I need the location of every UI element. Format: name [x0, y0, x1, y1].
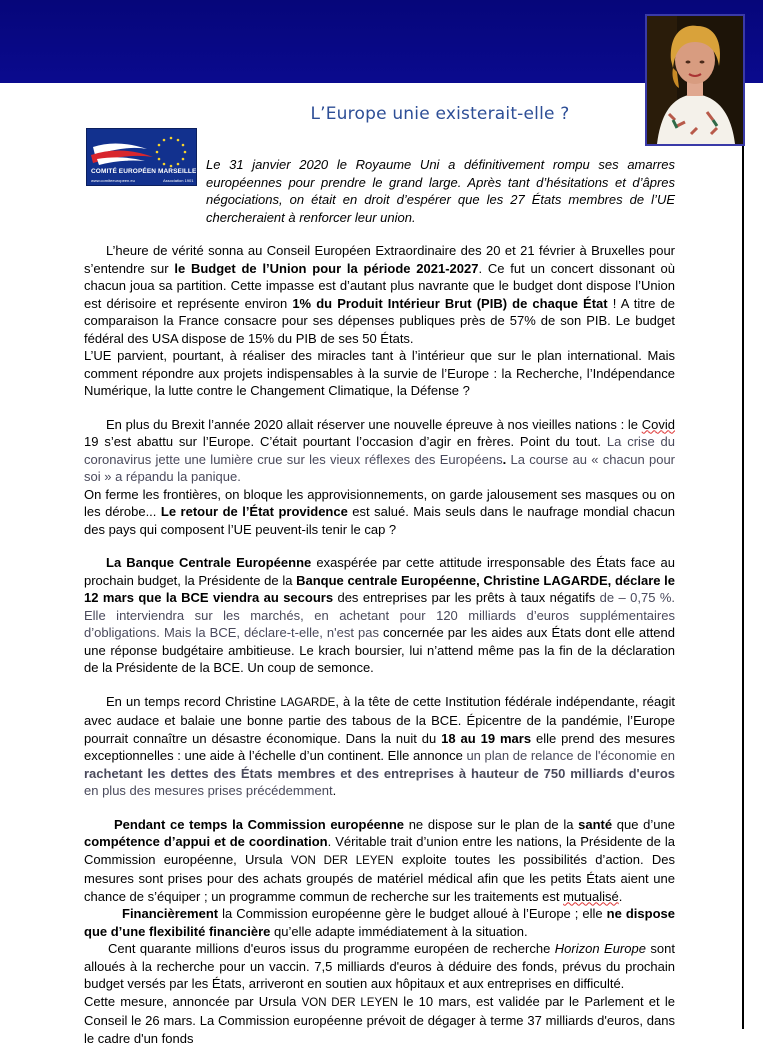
paragraph-intro: Le 31 janvier 2020 le Royaume Uni a définitivement rompu ses amarres européennes pour prendre le grand large. Après tant d’hésitations et d’âpres négociations, on était en droit d’espérer que les 27 États membres de l’UE chercheraient à renforcer leur union. — [84, 156, 675, 226]
author-photo — [645, 14, 745, 146]
paragraph-commission: Pendant ce temps la Commission européenne ne dispose sur le plan de la santé que d’une compétence d’appui et de coordination. Véritable trait d’union entre les nations, la Présidente de la Commission européenne, Ursula VON DER LEYEN exploite toutes les possibilités d’action. Des mesures sont prises pour des achats groupés de matériel médical afin que les petits États aient une chance de s’équiper ; un programme commun de recherche sur les traitements est mutualisé. — [84, 816, 675, 906]
paragraph-mesure: Cette mesure, annoncée par Ursula VON DER LEYEN le 10 mars, est validée par le Parlement et le Conseil le 26 mars. La Commission européenne prévoit de dégager à terme 37 milliards d'euros, dans le cadre d'un fonds — [84, 993, 675, 1047]
paragraph-budget: L’heure de vérité sonna au Conseil Européen Extraordinaire des 20 et 21 février à Bruxelles pour s’entendre sur le Budget de l’Union pour la période 2021-2027. Ce fut un concert dissonant où chacun joua sa partition. Cette impasse est d’autant plus navrante que le budget dont dispose l’Union est dérisoire et représente environ 1% du Produit Intérieur Brut (PIB) de chaque État ! A titre de comparaison la France consacre pour ses dépenses publiques près de 57% de son PIB. Le budget fédéral des USA dispose de 15% du PIB de ses 50 États. — [84, 242, 675, 347]
paragraph-financierement: Financièrement la Commission européenne gère le budget alloué à l’Europe ; elle ne dispose que d’une flexibilité financière qu’elle adapte immédiatement à la situation. — [84, 905, 675, 940]
page-right-border — [742, 146, 744, 1029]
paragraph-covid: En plus du Brexit l’année 2020 allait réserver une nouvelle épreuve à nos vieilles nations : le Covid 19 s’est abattu sur l’Europe. C’était pourtant l’occasion d’agir en frères. Point du tout. La crise du coronavirus jette une lumière crue sur les vieux réflexes des Européens. La course au « chacun pour soi » a répandu la panique. — [84, 416, 675, 486]
logo-url: www.comiteeuropeen.eu — [91, 178, 135, 183]
paragraph-bce: La Banque Centrale Européenne exaspérée par cette attitude irresponsable des États face au prochain budget, la Présidente de la Banque centrale Européenne, Christine LAGARDE, déclare le 12 mars que la BCE viendra au secours des entreprises par les prêts à taux négatifs de – 0,75 %. Elle interviendra sur les marchés, en achetant pour 120 milliards d’euros supplémentaires d’obligations. Mais la BCE, déclare-t-elle, n'est pas concernée par les aides aux États dont elle attend une réponse budgétaire ambitieuse. Le krach boursier, lui n’attend même pas la fin de la déclaration de la Présidente de la BCE. Un coup de semonce. — [84, 554, 675, 677]
paragraph-lagarde: En un temps record Christine LAGARDE, à la tête de cette Institution fédérale indépendante, réagit avec audace et balaie une bonne partie des tabous de la BCE. Épicentre de la pandémie, l’Europe pourrait connaître un désastre économique. Dans la nuit du 18 au 19 mars elle prend des mesures exceptionnelles : une aide à l’échelle d’un continent. Elle annonce un plan de relance de l'économie en rachetant les dettes des États membres et des entreprises à hauteur de 750 milliards d'euros en plus des mesures prises précédemment. — [84, 693, 675, 800]
page-title: L’Europe unie existerait-elle ? — [0, 104, 763, 124]
paragraph-frontieres: On ferme les frontières, on bloque les approvisionnements, on garde jalousement ses masques ou on les dérobe... Le retour de l’État providence est salué. Mais seuls dans le naufrage mondial chacun des pays qui composent l’UE peuvent-ils tenir le cap ? — [84, 486, 675, 539]
portrait-image — [647, 16, 743, 144]
logo-assoc: Association 1901 — [163, 178, 193, 183]
article-body — [84, 156, 675, 1047]
logo-name: COMITÉ EUROPÉEN MARSEILLE — [91, 168, 196, 175]
paragraph-miracles: L’UE parvient, pourtant, à réaliser des miracles tant à l’intérieur que sur le plan international. Mais comment répondre aux projets indispensables à la survie de l’Europe : la Recherche, l’Indépendance Numérique, la lutte contre le Changement Climatique, la Défense ? — [84, 347, 675, 400]
paragraph-horizon: Cent quarante millions d'euros issus du programme européen de recherche Horizon Europe sont alloués à la recherche pour un vaccin. 7,5 milliards d'euros à déduire des fonds, prévus du prochain budget versés par les États, arriveront en soutien aux hôpitaux et aux entreprises en difficulté. — [84, 940, 675, 993]
